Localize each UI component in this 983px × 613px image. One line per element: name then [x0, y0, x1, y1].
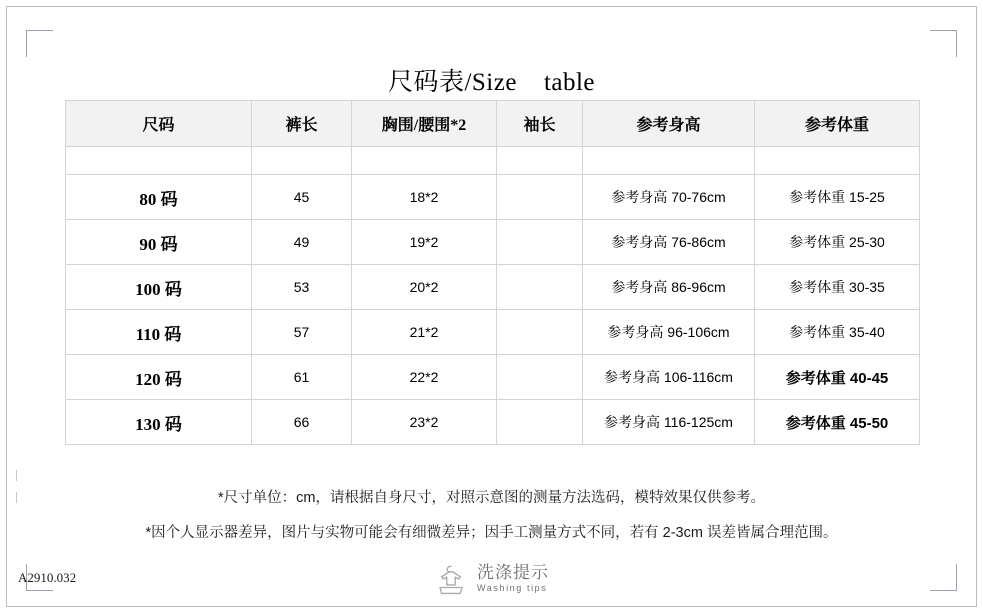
table-row — [66, 220, 920, 265]
cell-weight: 参考体重 40-45 — [755, 355, 920, 400]
cell-length: 45 — [252, 175, 352, 220]
spacer-cell — [252, 147, 352, 175]
washing-tips-label-cn: 洗涤提示 — [477, 563, 549, 583]
cell-height: 参考身高 106-116cm — [583, 355, 755, 400]
cell-length: 49 — [252, 220, 352, 265]
cell-sleeve — [497, 265, 583, 310]
table-row — [66, 310, 920, 355]
spacer-cell — [352, 147, 497, 175]
cell-chest: 22*2 — [352, 355, 497, 400]
tshirt-hanger-icon — [434, 562, 468, 596]
cell-sleeve — [497, 355, 583, 400]
cell-length: 57 — [252, 310, 352, 355]
note-disclaimer: *因个人显示器差异，图片与实物可能会有细微差异；因手工测量方式不同，若有 2-3cm 误差皆属合理范围。 — [145, 525, 838, 541]
cell-size: 130 码 — [66, 400, 252, 445]
cell-chest: 21*2 — [352, 310, 497, 355]
spacer-cell — [66, 147, 252, 175]
cell-length: 61 — [252, 355, 352, 400]
spacer-cell — [583, 147, 755, 175]
column-header-length: 裤长 — [252, 101, 352, 147]
cell-height: 参考身高 76-86cm — [583, 220, 755, 265]
cell-chest: 23*2 — [352, 400, 497, 445]
table-row — [66, 175, 920, 220]
column-header-chest: 胸围/腰围*2 — [352, 101, 497, 147]
table-spacer-row — [66, 147, 920, 175]
column-header-sleeve: 袖长 — [497, 101, 583, 147]
cell-size: 120 码 — [66, 355, 252, 400]
cell-size: 110 码 — [66, 310, 252, 355]
cell-weight: 参考体重 15-25 — [755, 175, 920, 220]
table-row — [66, 355, 920, 400]
washing-tips-label-en: Washing tips — [477, 583, 548, 594]
cell-chest: 19*2 — [352, 220, 497, 265]
cell-sleeve — [497, 220, 583, 265]
cell-size: 90 码 — [66, 220, 252, 265]
spacer-cell — [755, 147, 920, 175]
cell-sleeve — [497, 400, 583, 445]
cell-length: 66 — [252, 400, 352, 445]
cell-height: 参考身高 70-76cm — [583, 175, 755, 220]
page-title: 尺码表/Size table — [387, 69, 596, 96]
column-header-weight: 参考体重 — [755, 101, 920, 147]
document-code: A2910.032 — [18, 570, 77, 585]
cell-weight: 参考体重 45-50 — [755, 400, 920, 445]
cell-size: 100 码 — [66, 265, 252, 310]
table-row — [66, 400, 920, 445]
cell-length: 53 — [252, 265, 352, 310]
washing-tips — [0, 562, 983, 596]
cell-height: 参考身高 86-96cm — [583, 265, 755, 310]
table-row — [66, 265, 920, 310]
cell-chest: 20*2 — [352, 265, 497, 310]
cell-chest: 18*2 — [352, 175, 497, 220]
cell-sleeve — [497, 310, 583, 355]
table-header-row — [66, 101, 920, 147]
column-header-size: 尺码 — [66, 101, 252, 147]
column-header-height: 参考身高 — [583, 101, 755, 147]
washing-tips-text — [477, 564, 549, 593]
cell-weight: 参考体重 30-35 — [755, 265, 920, 310]
cell-weight: 参考体重 25-30 — [755, 220, 920, 265]
cell-weight: 参考体重 35-40 — [755, 310, 920, 355]
spacer-cell — [497, 147, 583, 175]
cell-sleeve — [497, 175, 583, 220]
cell-size: 80 码 — [66, 175, 252, 220]
note-measurement: *尺寸单位：cm，请根据自身尺寸，对照示意图的测量方法选码，模特效果仅供参考。 — [218, 490, 765, 506]
cell-height: 参考身高 96-106cm — [583, 310, 755, 355]
size-chart-table — [65, 100, 920, 445]
cell-height: 参考身高 116-125cm — [583, 400, 755, 445]
